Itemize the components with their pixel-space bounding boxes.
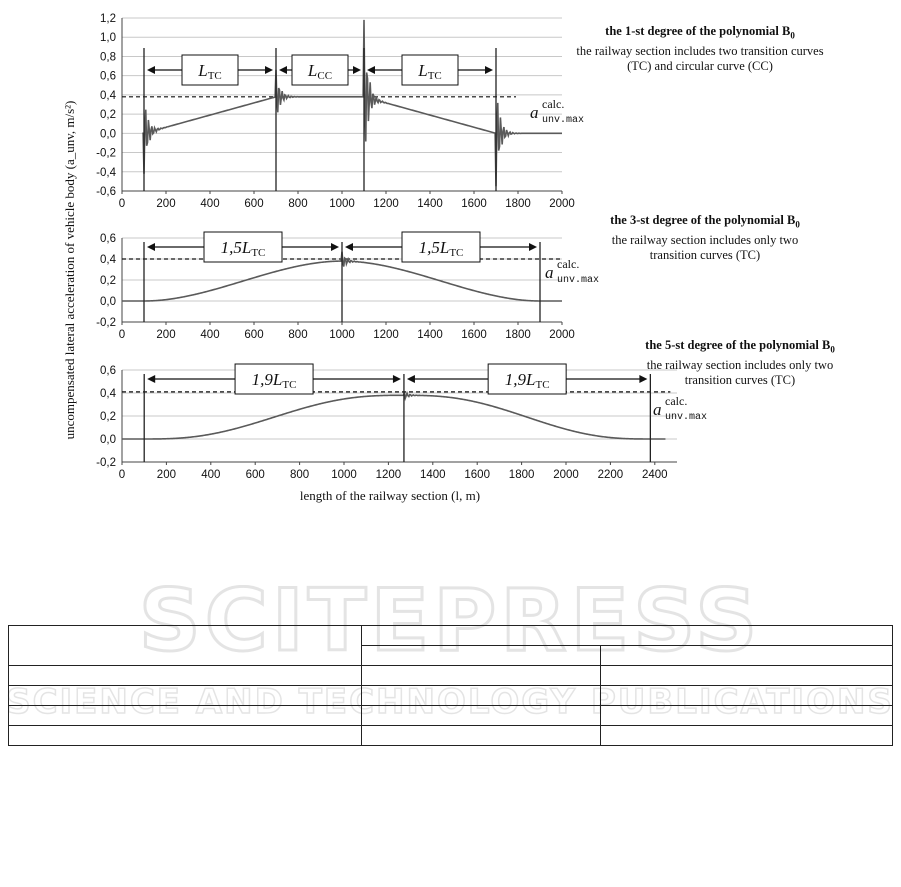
a-max-sub: unv.max bbox=[557, 275, 600, 286]
x-tick-label: 400 bbox=[200, 198, 220, 210]
table-cell bbox=[9, 626, 362, 666]
x-tick-label: 1800 bbox=[505, 198, 531, 210]
table-row bbox=[9, 706, 893, 726]
panel1-title: the 1-st degree of the polynomial B bbox=[605, 24, 791, 38]
panel3-title-sub: 0 bbox=[830, 344, 835, 355]
table-cell bbox=[362, 686, 601, 706]
panel3-desc-2: transition curves (TC) bbox=[684, 372, 796, 387]
x-tick-label: 1400 bbox=[417, 329, 443, 341]
y-tick-label: -0,2 bbox=[96, 147, 116, 160]
table-row bbox=[9, 726, 893, 746]
arrow-head bbox=[529, 243, 537, 251]
y-tick-label: 0,6 bbox=[100, 233, 116, 245]
y-tick-label: -0,6 bbox=[96, 186, 116, 198]
y-tick-label: 0,4 bbox=[100, 89, 116, 102]
panel1-desc-1: the railway section includes two transition curves bbox=[576, 43, 824, 58]
panel-2 bbox=[96, 232, 599, 341]
x-tick-label: 600 bbox=[244, 329, 264, 341]
x-tick-label: 1400 bbox=[420, 469, 446, 481]
x-tick-label: 0 bbox=[118, 198, 126, 210]
table-cell bbox=[362, 646, 601, 666]
table-cell bbox=[362, 726, 601, 746]
x-tick-label: 800 bbox=[288, 329, 308, 341]
panel1-title-sub: 0 bbox=[790, 30, 795, 41]
panel1-desc-2: (TC) and circular curve (CC) bbox=[627, 58, 773, 73]
panel-1 bbox=[96, 13, 584, 210]
x-tick-label: 1800 bbox=[508, 469, 535, 481]
x-tick-label: 2000 bbox=[549, 198, 575, 210]
x-tick-label: 2200 bbox=[597, 469, 624, 481]
y-tick-label: -0,4 bbox=[96, 166, 116, 179]
segment-label: 1,5LTC bbox=[220, 238, 266, 259]
panel2-desc-1: the railway section includes only two bbox=[611, 232, 799, 247]
data-table bbox=[8, 625, 893, 746]
table-cell bbox=[601, 726, 893, 746]
arrow-head bbox=[279, 66, 287, 74]
x-tick-label: 2400 bbox=[642, 469, 668, 481]
x-tick-label: 1200 bbox=[373, 329, 399, 341]
a-max-sup: calc. bbox=[542, 97, 565, 111]
x-tick-label: 200 bbox=[156, 329, 176, 341]
panel3-title: the 5-st degree of the polynomial B bbox=[645, 338, 831, 352]
table-row bbox=[9, 686, 893, 706]
y-axis-label: uncompensated lateral acceleration of vehicle body (a_unv, m/s²) bbox=[62, 100, 77, 440]
y-tick-label: 0,0 bbox=[100, 128, 116, 141]
arrow-head bbox=[345, 243, 353, 251]
y-tick-label: 0,2 bbox=[100, 275, 116, 287]
arrow-head bbox=[407, 375, 415, 383]
y-tick-label: 0,8 bbox=[100, 51, 116, 64]
y-tick-label: 0,2 bbox=[100, 109, 116, 122]
x-tick-label: 2000 bbox=[549, 329, 575, 341]
table-cell bbox=[9, 706, 362, 726]
arrow-head bbox=[367, 66, 375, 74]
y-tick-label: 0,2 bbox=[100, 411, 116, 423]
arrow-head bbox=[485, 66, 493, 74]
table-cell bbox=[9, 686, 362, 706]
x-tick-label: 800 bbox=[288, 198, 308, 210]
x-tick-label: 1000 bbox=[329, 198, 355, 210]
table-cell bbox=[601, 706, 893, 726]
watermark-main: SCITEPRESS bbox=[138, 585, 762, 671]
arrow-head bbox=[393, 375, 401, 383]
table-cell bbox=[9, 726, 362, 746]
x-tick-label: 0 bbox=[118, 469, 126, 481]
x-tick-label: 2000 bbox=[553, 469, 579, 481]
x-tick-label: 600 bbox=[244, 198, 264, 210]
table-row bbox=[9, 666, 893, 686]
y-tick-label: -0,2 bbox=[96, 457, 116, 469]
x-tick-label: 1200 bbox=[375, 469, 402, 481]
x-tick-label: 1400 bbox=[417, 198, 443, 210]
table-cell bbox=[362, 666, 601, 686]
y-tick-label: -0,2 bbox=[96, 317, 116, 329]
y-tick-label: 1,2 bbox=[100, 13, 116, 25]
x-tick-label: 200 bbox=[156, 198, 176, 210]
x-tick-label: 600 bbox=[245, 469, 265, 481]
y-tick-label: 0,6 bbox=[100, 365, 116, 377]
arrow-head bbox=[147, 66, 155, 74]
x-tick-label: 1000 bbox=[329, 329, 355, 341]
x-tick-label: 1000 bbox=[331, 469, 357, 481]
segment-label: LCC bbox=[307, 61, 333, 82]
y-tick-label: 0,4 bbox=[100, 254, 116, 266]
panel2-note bbox=[575, 213, 835, 263]
x-tick-label: 1600 bbox=[461, 198, 487, 210]
arrow-head bbox=[265, 66, 273, 74]
x-tick-label: 0 bbox=[118, 329, 126, 341]
a-max-symbol: a bbox=[545, 263, 554, 282]
a-max-sup: calc. bbox=[665, 394, 688, 408]
x-tick-label: 1600 bbox=[461, 329, 487, 341]
x-tick-label: 400 bbox=[200, 329, 220, 341]
panel3-note bbox=[600, 338, 880, 388]
segment-label: 1,9LTC bbox=[504, 370, 550, 391]
panel2-title-sub: 0 bbox=[795, 219, 800, 230]
segment-label: 1,9LTC bbox=[251, 370, 297, 391]
arrow-head bbox=[353, 66, 361, 74]
a-max-sub: unv.max bbox=[665, 412, 708, 423]
a-max-sub: unv.max bbox=[542, 115, 585, 126]
y-tick-label: 0,0 bbox=[100, 296, 116, 308]
x-tick-label: 400 bbox=[201, 469, 221, 481]
table-cell bbox=[362, 626, 893, 646]
segment-label: 1,5LTC bbox=[418, 238, 464, 259]
table-cell bbox=[9, 666, 362, 686]
x-tick-label: 1800 bbox=[505, 329, 531, 341]
x-axis-label: length of the railway section (l, m) bbox=[299, 488, 481, 503]
arrow-head bbox=[147, 243, 155, 251]
x-tick-label: 800 bbox=[290, 469, 310, 481]
table-row bbox=[9, 626, 893, 646]
x-tick-label: 200 bbox=[156, 469, 176, 481]
arrow-head bbox=[331, 243, 339, 251]
panel2-title: the 3-st degree of the polynomial B bbox=[610, 213, 796, 227]
table-cell bbox=[601, 686, 893, 706]
y-tick-label: 0,6 bbox=[100, 70, 116, 83]
x-tick-label: 1600 bbox=[464, 469, 490, 481]
segment-label: LTC bbox=[418, 61, 442, 82]
watermark-sub: SCIENCE AND TECHNOLOGY PUBLICATIONS bbox=[6, 682, 894, 722]
panel2-desc-2: transition curves (TC) bbox=[649, 247, 761, 262]
panel1-note bbox=[555, 24, 845, 74]
segment-label: LTC bbox=[198, 61, 222, 82]
table-cell bbox=[601, 666, 893, 686]
a-max-symbol: a bbox=[653, 400, 662, 419]
table-cell bbox=[362, 706, 601, 726]
table-cell bbox=[601, 646, 893, 666]
y-tick-label: 0,4 bbox=[100, 388, 116, 400]
panel3-desc-1: the railway section includes only two bbox=[646, 357, 834, 372]
arrow-head bbox=[147, 375, 155, 383]
y-tick-label: 0,0 bbox=[100, 434, 116, 446]
x-tick-label: 1200 bbox=[373, 198, 399, 210]
a-max-symbol: a bbox=[530, 103, 539, 122]
y-tick-label: 1,0 bbox=[100, 32, 116, 45]
a-max-sup: calc. bbox=[557, 257, 580, 271]
